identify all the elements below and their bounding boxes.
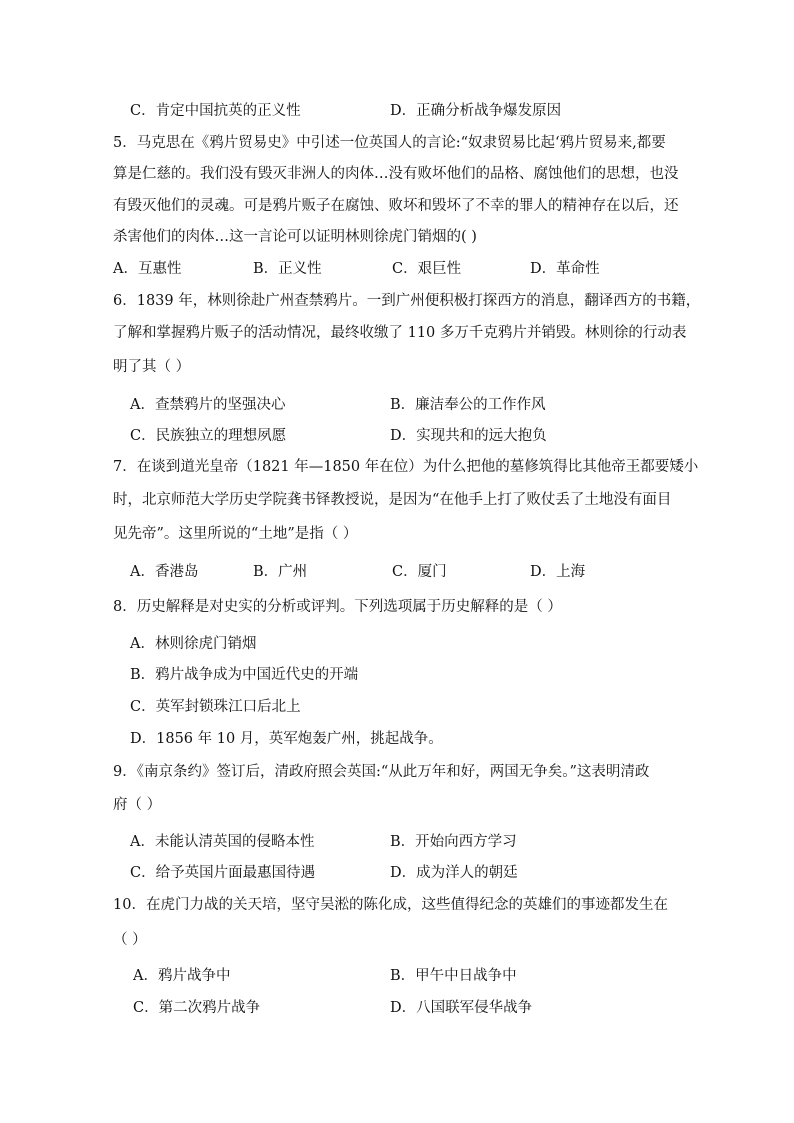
q7-option-d: D．上海 (530, 564, 586, 580)
q7-stem-line-2: 时，北京师范大学历史学院龚书铎教授说，是因为“在他手上打了败仗丢了土地没有面目 (113, 492, 672, 508)
q6-option-c: C．民族独立的理想夙愿 (130, 428, 287, 444)
q10-stem-line-2: （ ） (113, 932, 147, 948)
q7-option-a: A．香港岛 (130, 564, 199, 580)
q6-option-b: B．廉洁奉公的工作作风 (390, 397, 546, 413)
q9-stem-line-2: 府（ ） (113, 797, 162, 813)
q9-stem-line-1: 9．《南京条约》签订后，清政府照会英国:“从此万年和好，两国无争矣。”这表明清政 (113, 764, 650, 780)
q10-option-d: D．八国联军侵华战争 (390, 1000, 533, 1016)
q5-stem-line-3: 有毁灭他们的灵魂。可是鸦片贩子在腐蚀、败坏和毁坏了不幸的罪人的精神存在以后，还 (113, 198, 679, 214)
q6-option-d: D．实现共和的远大抱负 (390, 428, 547, 444)
q8-option-c: C．英军封锁珠江口后北上 (130, 699, 301, 715)
q7-stem-line-1: 7．在谈到道光皇帝（1821 年—1850 年在位）为什么把他的墓修筑得比其他帝王都要矮小 (113, 459, 699, 475)
q5-option-b: B．正义性 (253, 261, 322, 277)
q6-stem-line-1: 6．1839 年，林则徐赴广州查禁鸦片。一到广州便积极打探西方的消息，翻译西方的书籍， (113, 293, 701, 309)
q9-option-d: D．成为洋人的朝廷 (390, 865, 518, 881)
q9-option-c: C．给予英国片面最惠国待遇 (130, 865, 316, 881)
q9-option-a: A．未能认清英国的侵略本性 (130, 834, 315, 850)
q10-option-b: B．甲午中日战争中 (390, 968, 517, 984)
q5-option-a: A．互惠性 (113, 261, 182, 277)
q6-stem-line-3: 明了其（ ） (113, 359, 191, 375)
q8-option-d: D．1856 年 10 月，英军炮轰广州，挑起战争。 (130, 731, 443, 747)
q5-option-c: C．艰巨性 (392, 261, 462, 277)
q7-option-b: B．广州 (253, 564, 308, 580)
q9-option-b: B．开始向西方学习 (390, 834, 517, 850)
q8-stem: 8．历史解释是对史实的分析或评判。下列选项属于历史解释的是（ ） (113, 599, 562, 615)
q7-stem-line-3: 见先帝”。这里所说的“土地”是指（ ） (113, 526, 358, 542)
q5-option-d: D．革命性 (530, 261, 600, 277)
q10-option-a: A．鸦片战争中 (133, 968, 231, 984)
q4-option-c: C．肯定中国抗英的正义性 (130, 103, 301, 119)
q6-option-a: A．查禁鸦片的坚强决心 (130, 397, 286, 413)
q6-stem-line-2: 了解和掌握鸦片贩子的活动情况，最终收缴了 110 多万千克鸦片并销毁。林则徐的行动表 (113, 325, 687, 341)
q4-option-d: D．正确分析战争爆发原因 (390, 103, 562, 119)
q10-option-c: C．第二次鸦片战争 (133, 1000, 261, 1016)
q7-option-c: C．厦门 (392, 564, 447, 580)
q5-stem-line-4: 杀害他们的肉体…这一言论可以证明林则徐虎门销烟的( ) (113, 229, 477, 245)
q5-stem-line-1: 5．马克思在《鸦片贸易史》中引述一位英国人的言论:“奴隶贸易比起‘鸦片贸易来,都要 (113, 135, 666, 151)
q5-stem-line-2: 算是仁慈的。我们没有毁灭非洲人的肉体…没有败坏他们的品格、腐蚀他们的思想，也没 (113, 166, 679, 182)
q8-option-b: B．鸦片战争成为中国近代史的开端 (130, 667, 359, 683)
q8-option-a: A．林则徐虎门销烟 (130, 636, 257, 652)
q10-stem-line-1: 10．在虎门力战的关天培，坚守吴淞的陈化成，这些值得纪念的英雄们的事迹都发生在 (113, 897, 668, 913)
